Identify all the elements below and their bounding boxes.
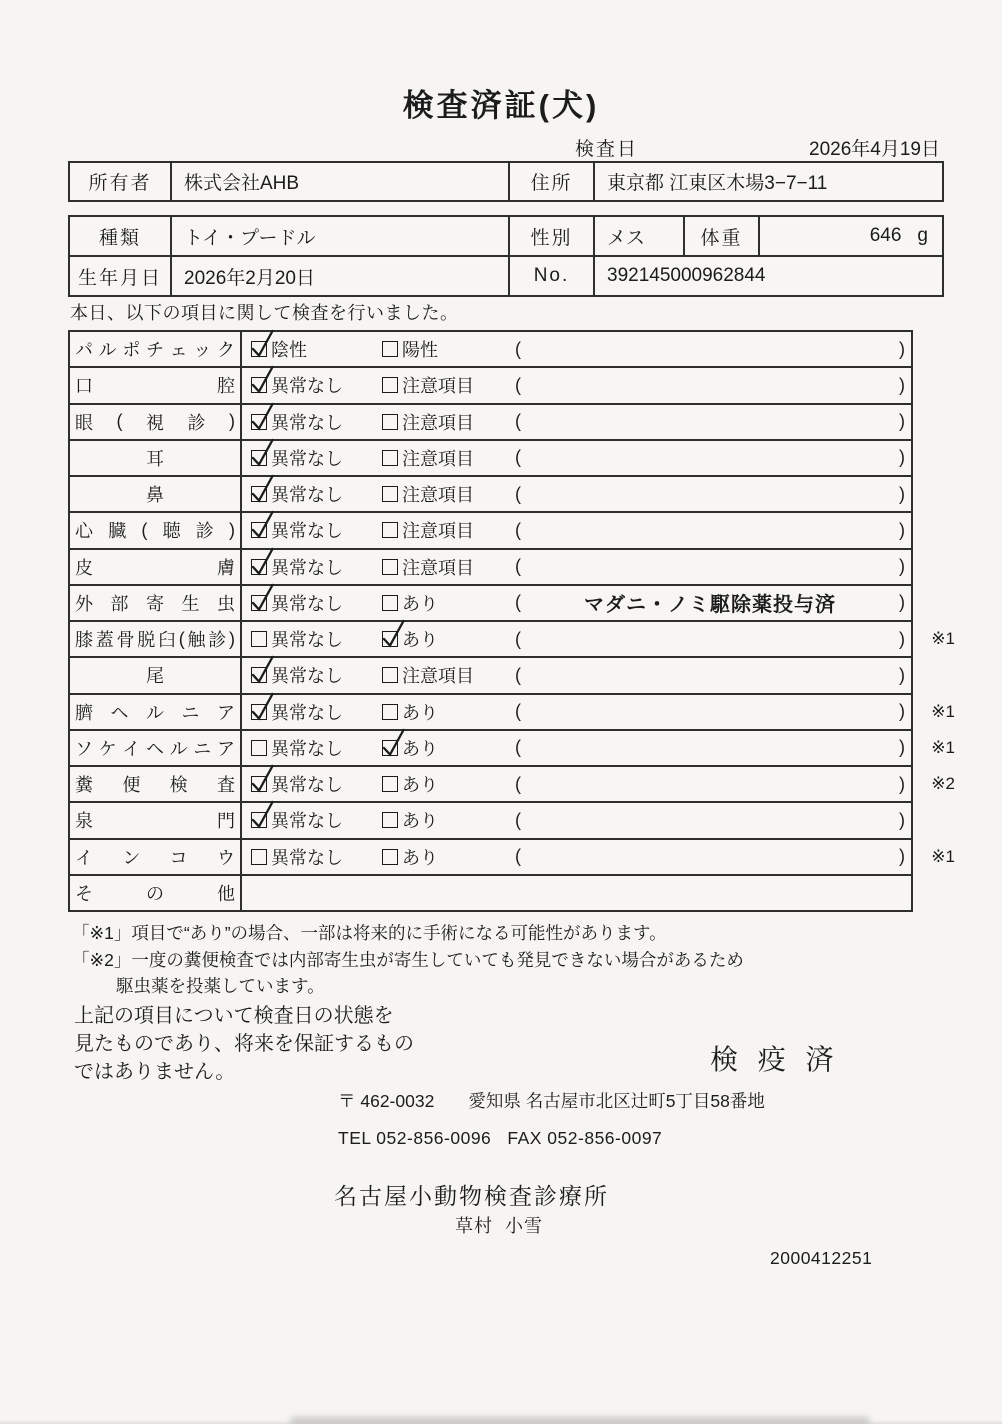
close-paren: )	[899, 664, 905, 685]
option-label: 異常なし	[271, 847, 343, 868]
disclaimer-line-3: ではありません。	[74, 1061, 236, 1083]
checklist-item-label: 耳	[70, 441, 242, 475]
option-label: 異常なし	[271, 485, 343, 506]
exam-date-value: 2026年4月19日	[809, 139, 940, 160]
disclaimer-line-1: 上記の項目について検査日の状態を	[74, 1005, 394, 1027]
remarks-parentheses	[515, 447, 911, 468]
checklist-row	[70, 622, 955, 658]
checkbox-option-checked	[251, 662, 382, 688]
option-label: 異常なし	[271, 521, 343, 542]
animal-table-row-2	[70, 257, 942, 295]
checkbox-option	[382, 409, 515, 435]
checklist-item-label: 鼻	[70, 477, 242, 511]
open-paren: (	[515, 411, 521, 432]
empty-checkbox-icon	[382, 450, 398, 466]
checked-checkbox-icon	[251, 450, 267, 466]
checklist-row-options	[242, 550, 911, 584]
option-label: 異常なし	[271, 412, 343, 433]
checklist-row-options	[242, 695, 911, 729]
option-label: 注意項目	[402, 666, 474, 687]
checkbox-option	[382, 481, 515, 507]
checklist-row-options	[242, 405, 911, 439]
checkbox-option	[382, 771, 515, 797]
open-paren: (	[515, 592, 521, 613]
remarks-parentheses	[515, 810, 911, 831]
option-label: 陽性	[402, 340, 438, 361]
close-paren: )	[899, 338, 905, 359]
checklist-row-options	[242, 840, 911, 874]
checklist-row-options	[242, 658, 911, 692]
checked-checkbox-icon	[251, 812, 267, 828]
option-label: 異常なし	[271, 702, 343, 723]
checklist-item-label: 泉 門	[70, 803, 242, 837]
checked-checkbox-icon	[251, 414, 267, 430]
close-paren: )	[899, 773, 905, 794]
footnote-mark: ※1	[931, 701, 955, 721]
remarks-parentheses	[515, 484, 911, 505]
no-label: No.	[510, 257, 595, 295]
checklist-row	[70, 477, 911, 513]
checkbox-option-checked	[251, 481, 382, 507]
open-paren: (	[515, 628, 521, 649]
checklist-row-options	[242, 731, 911, 765]
checkbox-option	[382, 844, 515, 870]
weight-value: 646	[869, 225, 902, 246]
close-paren: )	[899, 737, 905, 758]
open-paren: (	[515, 846, 521, 867]
open-paren: (	[515, 556, 521, 577]
option-label: 注意項目	[402, 448, 474, 469]
clinic-tel-fax: TEL 052-856-0096 FAX 052-856-0097	[338, 1128, 663, 1148]
remarks-parentheses	[515, 375, 911, 396]
checklist-row-options	[242, 368, 911, 402]
close-paren: )	[899, 809, 905, 830]
checkbox-option	[382, 372, 515, 398]
checklist-row	[70, 586, 911, 622]
empty-checkbox-icon	[382, 522, 398, 538]
birth-value: 2026年2月20日	[172, 257, 510, 295]
clinic-address-line	[338, 1088, 765, 1113]
close-paren: )	[899, 701, 905, 722]
checked-checkbox-icon	[251, 377, 267, 393]
owner-table	[68, 161, 944, 202]
empty-checkbox-icon	[382, 341, 398, 357]
checked-checkbox-icon	[382, 631, 398, 647]
checkbox-option-checked	[251, 590, 382, 616]
checkbox-option-checked	[382, 735, 515, 761]
checkbox-option-checked	[251, 445, 382, 471]
checklist-row	[70, 441, 911, 477]
checked-checkbox-icon	[251, 704, 267, 720]
empty-checkbox-icon	[382, 414, 398, 430]
empty-checkbox-icon	[382, 559, 398, 575]
checklist-row-options	[242, 876, 911, 910]
option-label: あり	[402, 630, 438, 651]
footnote-mark: ※1	[931, 846, 955, 866]
remarks-parentheses	[515, 737, 911, 758]
checklist-row	[70, 803, 911, 839]
empty-checkbox-icon	[382, 667, 398, 683]
close-paren: )	[899, 519, 905, 540]
checkbox-option	[382, 554, 515, 580]
empty-checkbox-icon	[382, 377, 398, 393]
checkbox-option	[382, 590, 515, 616]
option-label: 注意項目	[402, 521, 474, 542]
checkbox-option-checked	[251, 807, 382, 833]
option-label: 注意項目	[402, 485, 474, 506]
option-label: 注意項目	[402, 557, 474, 578]
checklist-row	[70, 840, 955, 876]
page-title: 検査済証(犬)	[402, 88, 600, 123]
open-paren: (	[515, 664, 521, 685]
footnote-mark: ※1	[931, 629, 955, 649]
checkbox-option	[382, 336, 515, 362]
clinic-postal-code: 〒 462-0032	[338, 1091, 435, 1111]
checkbox-option-checked	[251, 372, 382, 398]
checklist-table	[68, 330, 955, 912]
open-paren: (	[515, 773, 521, 794]
open-paren: (	[515, 701, 521, 722]
serial-number: 2000412251	[770, 1248, 873, 1268]
checklist-item-label: 尾	[70, 658, 242, 692]
clinic-address: 愛知県 名古屋市北区辻町5丁目58番地	[468, 1091, 765, 1111]
empty-checkbox-icon	[251, 631, 267, 647]
option-label: あり	[402, 775, 438, 796]
weight-cell	[760, 217, 942, 255]
address-label: 住所	[510, 163, 595, 200]
option-label: 注意項目	[402, 376, 474, 397]
option-label: あり	[402, 738, 438, 759]
remarks-parentheses	[515, 588, 911, 617]
checklist-row	[70, 550, 911, 586]
sex-value: メス	[595, 217, 685, 255]
owner-value: 株式会社AHB	[172, 163, 510, 200]
close-paren: )	[899, 628, 905, 649]
checked-checkbox-icon	[251, 776, 267, 792]
option-label: 注意項目	[402, 412, 474, 433]
checkbox-option-checked	[382, 626, 515, 652]
checklist-row	[70, 368, 911, 404]
disclaimer-line-2: 見たものであり、将来を保証するもの	[74, 1033, 414, 1055]
checklist-row	[70, 695, 955, 731]
checkbox-option	[382, 445, 515, 471]
open-paren: (	[515, 483, 521, 504]
remarks-parentheses	[515, 556, 911, 577]
checklist-row	[70, 876, 911, 910]
checklist-row-options	[242, 767, 911, 801]
close-paren: )	[899, 411, 905, 432]
empty-checkbox-icon	[382, 812, 398, 828]
scan-edge-shadow	[0, 1420, 1002, 1424]
remarks-parentheses	[515, 774, 911, 795]
option-label: 異常なし	[271, 666, 343, 687]
option-label: あり	[402, 593, 438, 614]
checkbox-option-checked	[251, 336, 382, 362]
checklist-row-options	[242, 513, 911, 547]
remarks-parentheses	[515, 411, 911, 432]
empty-checkbox-icon	[382, 595, 398, 611]
checkbox-option-checked	[251, 699, 382, 725]
footnote-mark: ※2	[931, 774, 955, 794]
no-value: 392145000962844	[607, 265, 766, 286]
close-paren: )	[899, 556, 905, 577]
remarks-parentheses	[515, 629, 911, 650]
checked-checkbox-icon	[251, 486, 267, 502]
sex-label: 性別	[510, 217, 595, 255]
checklist-row	[70, 405, 911, 441]
remarks-note: マダニ・ノミ駆除薬投与済	[584, 594, 836, 617]
empty-checkbox-icon	[382, 486, 398, 502]
open-paren: (	[515, 447, 521, 468]
checklist-row-options	[242, 441, 911, 475]
checklist-row-options	[242, 586, 911, 620]
examiner-name: 草村 小雪	[455, 1216, 544, 1236]
checklist-row	[70, 332, 911, 368]
empty-checkbox-icon	[382, 849, 398, 865]
disclaimer	[74, 1002, 414, 1086]
checklist-item-label: パ ル ポ チ ェ ッ ク	[70, 332, 242, 366]
checklist-item-label: 眼 ( 視 診 )	[70, 405, 242, 439]
checklist-row-options	[242, 622, 911, 656]
weight-label: 体重	[685, 217, 760, 255]
remarks-parentheses	[515, 520, 911, 541]
option-label: あり	[402, 811, 438, 832]
close-paren: )	[899, 447, 905, 468]
open-paren: (	[515, 374, 521, 395]
checkbox-option-checked	[251, 771, 382, 797]
option-label: 異常なし	[271, 593, 343, 614]
species-label: 種類	[70, 217, 172, 255]
exam-date-label: 検査日	[575, 139, 639, 160]
footnote-mark: ※1	[931, 737, 955, 757]
checkbox-option-checked	[251, 409, 382, 435]
checkbox-option-checked	[251, 517, 382, 543]
checkbox-option	[382, 807, 515, 833]
checklist-row	[70, 658, 911, 694]
option-label: 陰性	[271, 340, 307, 361]
intro-text: 本日、以下の項目に関して検査を行いました。	[70, 303, 459, 323]
close-paren: )	[899, 483, 905, 504]
option-label: 異常なし	[271, 738, 343, 759]
weight-unit: g	[917, 225, 928, 246]
checklist-row-options	[242, 332, 911, 366]
remarks-parentheses	[515, 339, 911, 360]
footnote-1: 「※1」項目で“あり”の場合、一部は将来的に手術になる可能性があります。	[72, 923, 667, 943]
checked-checkbox-icon	[251, 559, 267, 575]
checked-checkbox-icon	[251, 595, 267, 611]
open-paren: (	[515, 809, 521, 830]
checklist-item-label: ソ ケ イ ヘ ル ニ ア	[70, 731, 242, 765]
option-label: 異常なし	[271, 376, 343, 397]
checked-checkbox-icon	[251, 667, 267, 683]
checkbox-option	[251, 735, 382, 761]
option-label: 異常なし	[271, 811, 343, 832]
checklist-item-label: 口 腔	[70, 368, 242, 402]
checklist-item-label: 外 部 寄 生 虫	[70, 586, 242, 620]
checked-checkbox-icon	[251, 522, 267, 538]
checklist-item-label: 糞 便 検 査	[70, 767, 242, 801]
checklist-item-label: 臍 ヘ ル ニ ア	[70, 695, 242, 729]
empty-checkbox-icon	[382, 704, 398, 720]
checkbox-option	[382, 699, 515, 725]
open-paren: (	[515, 519, 521, 540]
checkbox-option-checked	[251, 554, 382, 580]
option-label: 異常なし	[271, 775, 343, 796]
option-label: 異常なし	[271, 630, 343, 651]
open-paren: (	[515, 338, 521, 359]
owner-label: 所有者	[70, 163, 172, 200]
checkbox-option	[382, 517, 515, 543]
checked-checkbox-icon	[382, 740, 398, 756]
close-paren: )	[899, 846, 905, 867]
option-label: あり	[402, 847, 438, 868]
remarks-parentheses	[515, 846, 911, 867]
checkbox-option	[382, 662, 515, 688]
remarks-parentheses	[515, 701, 911, 722]
checked-checkbox-icon	[251, 341, 267, 357]
checklist-row-options	[242, 803, 911, 837]
empty-checkbox-icon	[382, 776, 398, 792]
checklist-row	[70, 513, 911, 549]
close-paren: )	[899, 592, 905, 613]
checklist-item-label: 心 臓 ( 聴 診 )	[70, 513, 242, 547]
quarantine-stamp: 検 疫 済	[710, 1044, 840, 1075]
open-paren: (	[515, 737, 521, 758]
address-value: 東京都 江東区木場3−7−11	[607, 173, 828, 194]
empty-checkbox-icon	[251, 740, 267, 756]
remarks-parentheses	[515, 665, 911, 686]
checklist-item-label: 皮 膚	[70, 550, 242, 584]
animal-table-row-1	[70, 217, 942, 257]
option-label: 異常なし	[271, 448, 343, 469]
empty-checkbox-icon	[251, 849, 267, 865]
footnote-2-line2: 駆虫薬を投薬しています。	[116, 976, 325, 996]
checklist-row	[70, 731, 955, 767]
species-value: トイ・プードル	[172, 217, 510, 255]
option-label: あり	[402, 702, 438, 723]
clinic-name: 名古屋小動物検査診療所	[334, 1183, 609, 1209]
animal-table	[68, 215, 944, 297]
checklist-row-options	[242, 477, 911, 511]
checklist-row	[70, 767, 955, 803]
checklist-item-label: 膝 蓋 骨 脱 臼 ( 触 診 )	[70, 622, 242, 656]
checklist-item-label: イ ン コ ウ	[70, 840, 242, 874]
footnote-2-line1: 「※2」一度の糞便検査では内部寄生虫が寄生していても発見できない場合があるため	[72, 950, 744, 970]
checkbox-option	[251, 626, 382, 652]
close-paren: )	[899, 374, 905, 395]
checklist-item-label: そ の 他	[70, 876, 242, 910]
birth-label: 生年月日	[70, 257, 172, 295]
option-label: 異常なし	[271, 557, 343, 578]
checkbox-option	[251, 844, 382, 870]
